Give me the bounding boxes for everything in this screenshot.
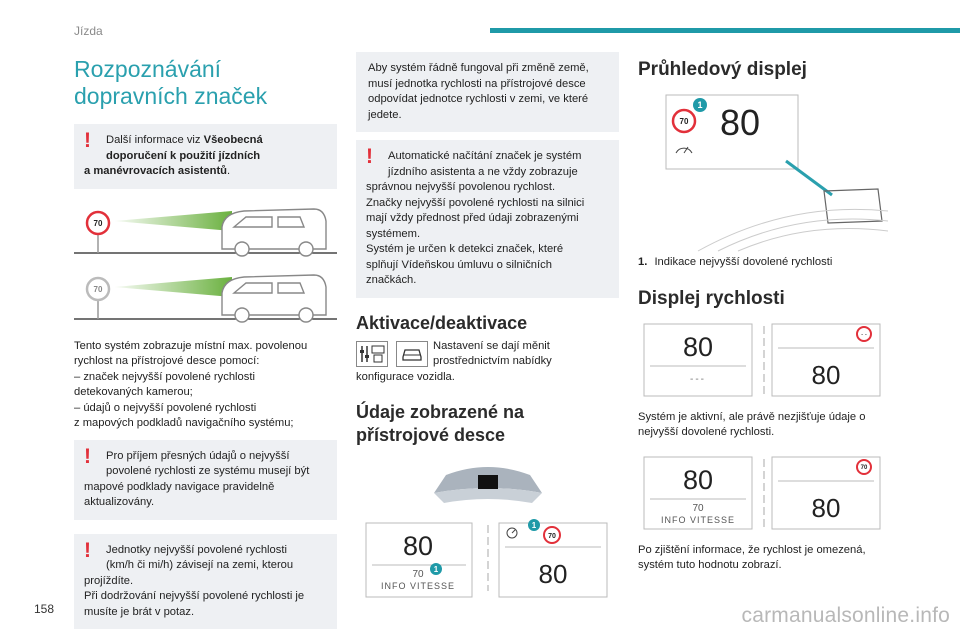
svg-text:70: 70 [93, 218, 103, 228]
hud-illustration [638, 91, 888, 253]
speed-display-panel-1 [638, 322, 888, 400]
svg-text:70: 70 [93, 284, 103, 294]
body-text: Tento systém zobrazuje místní max. povolenou rychlost na přístrojové desce pomocí: – značek nejvyšší povolené rychlosti detekovaných kamerou; – údajů o nejvyšší povolené rychlosti z mapových podkladů navigačního systému; [74, 339, 308, 429]
warning-note: ! Další informace viz Všeobecná doporučení k použití jízdních a manévrovacích asistentů. [74, 124, 337, 189]
page-header-label: Jízda [74, 24, 103, 38]
body-text: Systém je aktivní, ale právě nezjišťuje údaje o nejvyšší dovolené rychlosti. [638, 410, 866, 438]
svg-text:80: 80 [811, 359, 841, 390]
warning-note: ! Pro příjem přesných údajů o nejvyšší povolené rychlosti ze systému musejí být mapové podklady navigace pravidelně aktualizovány. [74, 440, 337, 520]
section-title: Rozpoznávání dopravních značek [74, 56, 268, 109]
svg-text:80: 80 [538, 558, 568, 589]
settings-menu-icon [356, 341, 388, 367]
svg-text:1: 1 [531, 520, 537, 530]
body-text: Po zjištění informace, že rychlost je omezená, systém tuto hodnotu zobrazí. [638, 543, 866, 571]
instrument-cluster-icon [434, 467, 542, 503]
column-1 [74, 52, 337, 629]
svg-text:70: 70 [860, 464, 868, 471]
display-heading: Údaje zobrazené na přístrojové desce [356, 401, 525, 445]
svg-text:70: 70 [679, 117, 689, 126]
watermark: carmanualsonline.info [741, 604, 950, 627]
page-number: 158 [34, 602, 55, 616]
column-2 [356, 52, 619, 601]
svg-text:70: 70 [692, 502, 704, 514]
instrument-cluster-illustration [356, 461, 619, 601]
car-settings-icon [396, 341, 428, 367]
svg-text:70: 70 [412, 568, 424, 580]
sign-detection-illustration [74, 197, 337, 327]
legend-item: 1. Indikace nejvyšší dovolené rychlosti [638, 256, 833, 268]
svg-text:80: 80 [402, 530, 434, 561]
header-accent-bar [490, 28, 960, 33]
activation-row: Nastavení se dají měnit prostřednictvím nabídky konfigurace vozidla. [356, 339, 552, 383]
exclamation-icon: ! [366, 145, 373, 168]
activation-heading: Aktivace/deaktivace [356, 312, 528, 333]
hud-heading: Průhledový displej [638, 59, 807, 80]
svg-text:---: --- [690, 373, 706, 385]
exclamation-icon: ! [84, 538, 91, 562]
svg-text:80: 80 [811, 492, 841, 523]
exclamation-icon: ! [84, 129, 91, 152]
svg-text:70: 70 [548, 532, 556, 540]
car-icon [222, 209, 326, 256]
exclamation-icon: ! [84, 444, 91, 468]
svg-text:1: 1 [697, 100, 703, 110]
column-3 [638, 52, 888, 574]
car-icon [222, 275, 326, 322]
speed-display-panel-2 [638, 455, 888, 533]
warning-note: ! Automatické načítání značek je systém jízdního asistenta a ne vždy zobrazuje správnou nejvyšší povolenou rychlost. Značky nejvyšší povolené rychlosti na silnici mají vždy přednost před údaji zobrazenými systémem. Systém je určen k detekci značek, které splňují Vídeňskou úmluvu o silničních značkách. [356, 140, 619, 298]
svg-text:80: 80 [719, 102, 761, 143]
svg-text:INFO VITESSE: INFO VITESSE [380, 580, 456, 591]
svg-text:80: 80 [682, 464, 714, 495]
warning-note: ! Jednotky nejvyšší povolené rychlosti (km/h či mi/h) závisejí na zemi, kterou projíždíte. Při dodržování nejvyšší povolené rychlosti je musíte je brát v potaz. [74, 534, 337, 630]
speed-display-heading: Displej rychlosti [638, 287, 785, 309]
info-box: Aby systém řádně fungoval při změně země, musí jednotka rychlosti na přístrojové desce odpovídat jednotce rychlosti v zemi, ve které jedete. [356, 52, 619, 132]
svg-text:- -: - - [861, 331, 867, 338]
svg-text:INFO VITESSE: INFO VITESSE [660, 514, 736, 525]
svg-text:80: 80 [682, 331, 714, 362]
svg-text:1: 1 [433, 564, 439, 574]
